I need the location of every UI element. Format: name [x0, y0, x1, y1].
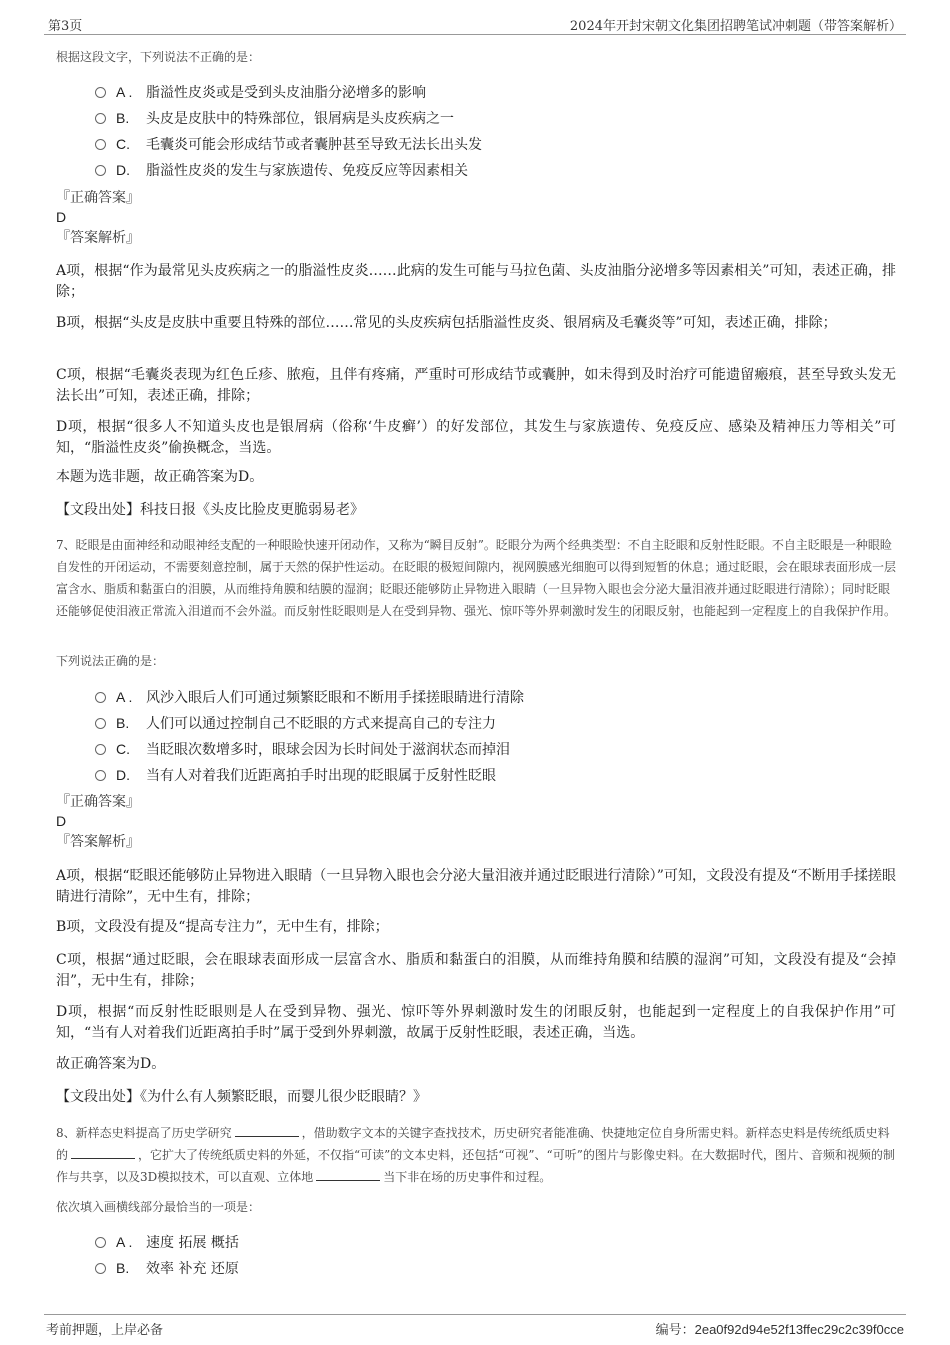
q7-options: [95, 684, 524, 788]
q6-analysis-d: D项，根据“很多人不知道头皮也是银屑病（俗称‘牛皮癣’）的好发部位，其发生与家族遗传、免疫反应、感染及精神压力等相关”可知，“脂溢性皮炎”偷换概念，当选。: [56, 419, 896, 456]
q7-conclusion: 故正确答案为D。: [56, 1056, 166, 1072]
radio-icon[interactable]: [95, 1237, 106, 1248]
q7-option-c[interactable]: [95, 736, 524, 762]
q7-source: 【文段出处】《为什么有人频繁眨眼，而婴儿很少眨眼睛？》: [56, 1089, 427, 1105]
option-letter: C.: [116, 136, 130, 152]
option-text: 毛囊炎可能会形成结节或者囊肿甚至导致无法长出头发: [146, 137, 482, 153]
option-letter: A .: [116, 689, 133, 705]
q7-option-b[interactable]: [95, 710, 524, 736]
page-footer: [44, 1314, 906, 1339]
page-number: 第3页: [48, 19, 83, 34]
q6-option-c[interactable]: [95, 131, 482, 157]
radio-icon[interactable]: [95, 87, 106, 98]
q6-analysis-b: B项，根据“头皮是皮肤中重要且特殊的部位……常见的头皮疾病包括脂溢性皮炎、银屑病及毛囊炎等”可知，表述正确，排除；: [56, 315, 837, 331]
radio-icon[interactable]: [95, 165, 106, 176]
q7-analysis-c: C项，根据“通过眨眼，会在眼球表面形成一层富含水、脂质和黏蛋白的泪膜，从而维持角膜和结膜的湿润”可知，文段没有提及“会掉泪”，无中生有，排除；: [56, 952, 896, 989]
q7-prompt: 下列说法正确的是：: [56, 654, 165, 668]
q6-source: 【文段出处】科技日报《头皮比脸皮更脆弱易老》: [56, 502, 364, 518]
q8-passage-part: 当下非在场的历史事件和过程。: [383, 1170, 552, 1184]
option-letter: A .: [116, 1234, 133, 1250]
option-text: 当眨眼次数增多时，眼球会因为长时间处于滋润状态而掉泪: [146, 742, 510, 758]
footer-slogan: 考前押题，上岸必备: [46, 1323, 164, 1338]
option-text: 效率 补充 还原: [146, 1261, 239, 1277]
fill-blank-1[interactable]: [235, 1124, 299, 1137]
fill-blank-2[interactable]: [71, 1146, 135, 1159]
q8-prompt: 依次填入画横线部分最恰当的一项是：: [56, 1200, 261, 1214]
q6-analysis-c: C项，根据“毛囊炎表现为红色丘疹、脓疱，且伴有疼痛，严重时可形成结节或囊肿，如未得到及时治疗可能遗留瘢痕，甚至导致头发无法长出”可知，表述正确，排除；: [56, 367, 896, 404]
radio-icon[interactable]: [95, 113, 106, 124]
q7-analysis-b: B项，文段没有提及“提高专注力”，无中生有，排除；: [56, 919, 389, 935]
q6-analysis-label: 『答案解析』: [56, 230, 140, 246]
q6-answer-label: 『正确答案』: [56, 190, 140, 206]
radio-icon[interactable]: [95, 770, 106, 781]
q8-option-a[interactable]: [95, 1229, 239, 1255]
option-text: 脂溢性皮炎的发生与家族遗传、免疫反应等因素相关: [146, 163, 468, 179]
option-letter: D.: [116, 767, 130, 783]
q8-passage-part: ，借助数字文本的关键字查找技术，历史研究者能准确、快捷地定位自身所需史料。新样态史料是传统纸质史料的: [56, 1126, 890, 1162]
q7-option-d[interactable]: [95, 762, 524, 788]
q6-analysis-a: A项，根据“作为最常见头皮疾病之一的脂溢性皮炎……此病的发生可能与马拉色菌、头皮油脂分泌增多等因素相关”可知，表述正确，排除；: [56, 263, 896, 300]
option-text: 风沙入眼后人们可通过频繁眨眼和不断用手揉搓眼睛进行清除: [146, 690, 524, 706]
q7-analysis-label: 『答案解析』: [56, 834, 140, 850]
fill-blank-3[interactable]: [316, 1168, 380, 1181]
q6-option-d[interactable]: [95, 157, 482, 183]
radio-icon[interactable]: [95, 1263, 106, 1274]
page-header: [44, 14, 906, 35]
radio-icon[interactable]: [95, 692, 106, 703]
radio-icon[interactable]: [95, 744, 106, 755]
option-text: 头皮是皮肤中的特殊部位，银屑病是头皮疾病之一: [146, 111, 454, 127]
option-letter: B.: [116, 110, 130, 126]
q7-passage: 7、眨眼是由面神经和动眼神经支配的一种眼睑快速开闭动作，又称为“瞬目反射”。眨眼分为两个经典类型：不自主眨眼和反射性眨眼。不自主眨眼是一种眼睑自发性的开闭运动，不需要刻意控制，属于天然的保护性运动。在眨眼的极短间隙内，视网膜感光细胞可以得到短暂的休息；通过眨眼，会在眼球表面形成一层富含水、脂质和黏蛋白的泪膜，从而维持角膜和结膜的湿润；眨眼还能够防止异物进入眼睛（一旦异物入眼也会分泌大量泪液并通过眨眼进行清除）；同时眨眼还能够促使泪液正常流入泪道而不会外溢。而反射性眨眼则是人在受到异物、强光、惊吓等外界刺激时发生的闭眼反射，也能起到一定程度上的自我保护作用。: [56, 538, 897, 618]
code-label: 编号：: [655, 1323, 695, 1338]
document-code: [656, 1319, 904, 1338]
option-text: 人们可以通过控制自己不眨眼的方式来提高自己的专注力: [146, 716, 496, 732]
q8-passage: [56, 1122, 896, 1188]
option-letter: B.: [116, 1260, 130, 1276]
q6-option-a[interactable]: [95, 79, 482, 105]
option-text: 速度 拓展 概括: [146, 1235, 239, 1251]
q7-analysis-a: A项，根据“眨眼还能够防止异物进入眼睛（一旦异物入眼也会分泌大量泪液并通过眨眼进行清除）”可知，文段没有提及“不断用手揉搓眼睛进行清除”，无中生有，排除；: [56, 868, 896, 905]
q6-answer: D: [56, 209, 67, 225]
radio-icon[interactable]: [95, 139, 106, 150]
radio-icon[interactable]: [95, 718, 106, 729]
option-text: 当有人对着我们近距离拍手时出现的眨眼属于反射性眨眼: [146, 768, 496, 784]
q7-analysis-d: D项，根据“而反射性眨眼则是人在受到异物、强光、惊吓等外界刺激时发生的闭眼反射，也能起到一定程度上的自我保护作用”可知，“当有人对着我们近距离拍手时”属于受到外界刺激，故属于反射性眨眼，表述正确，当选。: [56, 1004, 896, 1041]
q6-options: [95, 79, 482, 183]
document-title: 2024年开封宋朝文化集团招聘笔试冲刺题（带答案解析）: [569, 19, 902, 34]
q6-option-b[interactable]: [95, 105, 482, 131]
q8-passage-part: 8、新样态史料提高了历史学研究: [56, 1126, 232, 1140]
option-letter: D.: [116, 162, 130, 178]
option-letter: B.: [116, 715, 130, 731]
option-letter: C.: [116, 741, 130, 757]
q7-option-a[interactable]: [95, 684, 524, 710]
code-value: 2ea0f92d94e52f13ffec29c2c39f0cce: [694, 1322, 904, 1337]
q8-passage-part: ，它扩大了传统纸质史料的外延，不仅指“可读”的文本史料，还包括“可视”、“可听”的图片与影像史料。在大数据时代，图片、音频和视频的制作与共享，以及3D模拟技术，可以直观、立体地: [56, 1148, 895, 1184]
q8-options: [95, 1229, 239, 1281]
option-letter: A .: [116, 84, 133, 100]
q8-option-b[interactable]: [95, 1255, 239, 1281]
q7-answer: D: [56, 813, 67, 829]
q6-prompt: 根据这段文字，下列说法不正确的是：: [56, 50, 261, 64]
option-text: 脂溢性皮炎或是受到头皮油脂分泌增多的影响: [146, 85, 426, 101]
q7-answer-label: 『正确答案』: [56, 794, 140, 810]
q6-conclusion: 本题为选非题，故正确答案为D。: [56, 469, 264, 485]
